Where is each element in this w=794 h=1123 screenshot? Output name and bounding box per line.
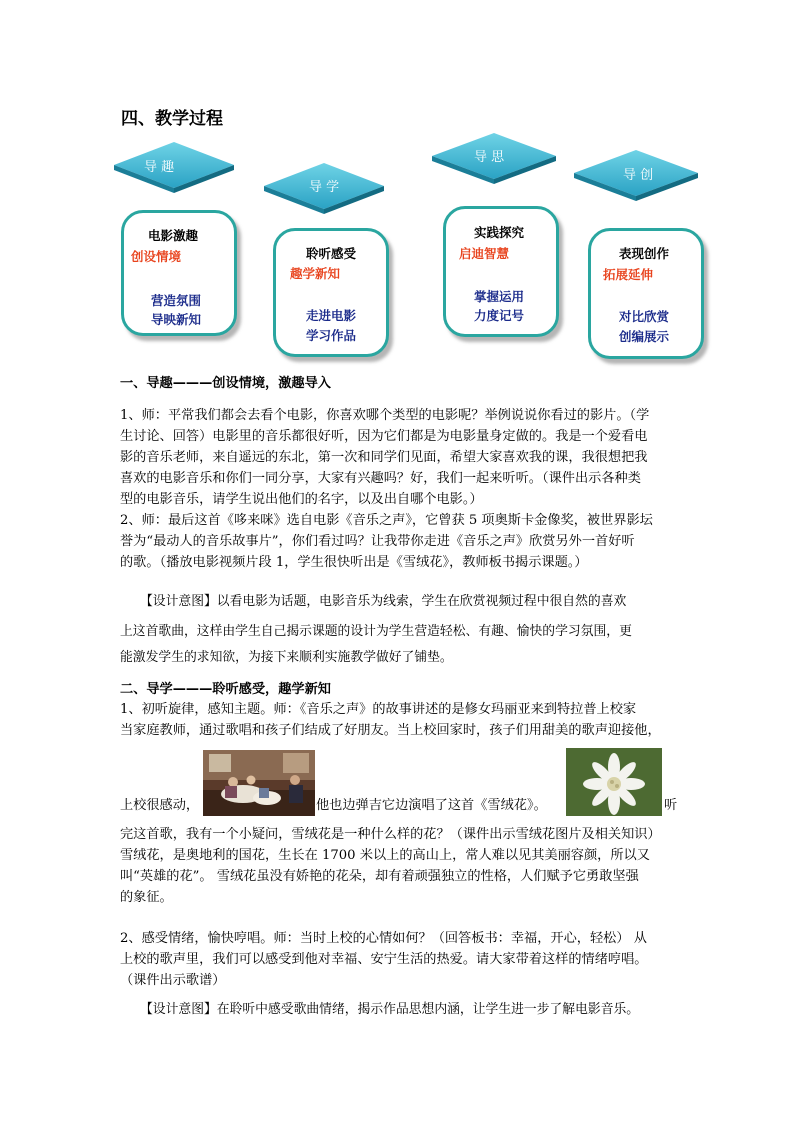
section1-heading: 一、导趣———创设情境，激趣导入 [120, 376, 331, 391]
box3-top: 实践探究 [474, 225, 525, 240]
header-label-1: 导 趣 [144, 160, 175, 175]
box4-red: 拓展延伸 [603, 267, 654, 282]
edelweiss-photo [566, 748, 662, 816]
sec2-line-5: 叫“英雄的花”。 雪绒花虽没有娇艳的花朵，却有着顽强独立的性格，人们赋予它勇敢坚强 [120, 869, 639, 884]
sec2-line-4: 雪绒花，是奥地利的国花，生长在 1700 米以上的高山上，常人难以见其美丽容颜，所以又 [120, 848, 650, 863]
sec2-image-line-part2: 他也边弹吉它边演唱了这首《雪绒花》。 [316, 798, 547, 813]
sec1-line-3: 影的音乐老师，来自遥远的东北，第一次和同学们见面，希望大家喜欢我的课，我很想把我 [120, 450, 648, 465]
sec2-image-line-part3: 听 [664, 798, 678, 813]
sec2-image-line-part1: 上校很感动， [120, 798, 200, 813]
box2-top: 聆听感受 [306, 246, 357, 261]
box2-blue2: 学习作品 [306, 328, 357, 343]
box1-blue2: 导映新知 [151, 312, 202, 327]
sec1-line-6: 2、师：最后这首《哆来咪》选自电影《音乐之声》，它曾获 5 项奥斯卡金像奖，被世界影坛 [120, 513, 653, 528]
box2-blue1: 走进电影 [306, 308, 357, 323]
header-label-2: 导 学 [309, 180, 340, 195]
sec2-design: 【设计意图】在聆听中感受歌曲情绪，揭示作品思想内涵，让学生进一步了解电影音乐。 [140, 1002, 640, 1017]
movie-scene-photo [203, 750, 315, 816]
header-label-3: 导 思 [474, 150, 505, 165]
sec1-line-5: 型的电影音乐，请学生说出他们的名字，以及出自哪个电影。） [120, 492, 483, 507]
sec1-design-1: 【设计意图】以看电影为话题，电影音乐为线索，学生在欣赏视频过程中很自然的喜欢 [140, 594, 627, 609]
sec1-line-1: 1、师：平常我们都会去看个电影，你喜欢哪个类型的电影呢？举例说说你看过的影片。（学 [120, 408, 650, 423]
box3-blue2: 力度记号 [474, 308, 525, 323]
box1-top: 电影激趣 [148, 228, 199, 243]
box4-blue1: 对比欣赏 [619, 309, 670, 324]
box4-top: 表现创作 [619, 246, 670, 261]
sec1-line-2: 生讨论、回答）电影里的音乐都很好听，因为它们都是为电影量身定做的。我是一个爱看电 [120, 429, 648, 444]
box4-blue2: 创编展示 [619, 329, 670, 344]
box1-blue1: 营造氛围 [151, 293, 202, 308]
sec2-line-8: 上校的歌声里，我们可以感受到他对幸福、安宁生活的热爱。请大家带着这样的情绪哼唱。 [120, 952, 648, 967]
sec1-line-7: 誉为“最动人的音乐故事片”，你们看过吗？让我带你走进《音乐之声》欣赏另外一首好听 [120, 534, 635, 549]
sec1-line-4: 喜欢的电影音乐和你们一同分享，大家有兴趣吗？好，我们一起来听听。（课件出示各种类 [120, 471, 641, 486]
header-label-4: 导 创 [623, 168, 654, 183]
sec1-design-2: 上这首歌曲，这样由学生自己揭示课题的设计为学生营造轻松、有趣、愉快的学习氛围，更 [120, 624, 632, 639]
box3-blue1: 掌握运用 [474, 289, 525, 304]
box3-red: 启迪智慧 [459, 246, 510, 261]
sec1-design-3: 能激发学生的求知欲，为接下来顺利实施教学做好了铺垫。 [120, 650, 453, 665]
sec2-line-9: （课件出示歌谱） [120, 973, 226, 988]
box2-red: 趣学新知 [290, 266, 341, 281]
sec2-line-3: 完这首歌，我有一个小疑问，雪绒花是一种什么样的花？（课件出示雪绒花图片及相关知识） [120, 827, 661, 842]
sec1-line-8: 的歌。（播放电影视频片段 1，学生很快听出是《雪绒花》，教师板书揭示课题。） [120, 555, 588, 570]
sec2-line-1: 1、初听旋律，感知主题。师：《音乐之声》的故事讲述的是修女玛丽亚来到特拉普上校家 [120, 702, 637, 717]
section2-heading: 二、导学———聆听感受，趣学新知 [120, 682, 331, 697]
box1-red: 创设情境 [131, 249, 182, 264]
page-title: 四、教学过程 [121, 109, 223, 129]
sec2-line-7: 2、感受情绪，愉快哼唱。师：当时上校的心情如何？（回答板书：幸福，开心，轻松） 从 [120, 931, 647, 946]
sec2-line-2: 当家庭教师，通过歌唱和孩子们结成了好朋友。当上校回家时，孩子们用甜美的歌声迎接他， [120, 723, 661, 738]
sec2-line-6: 的象征。 [120, 890, 173, 905]
